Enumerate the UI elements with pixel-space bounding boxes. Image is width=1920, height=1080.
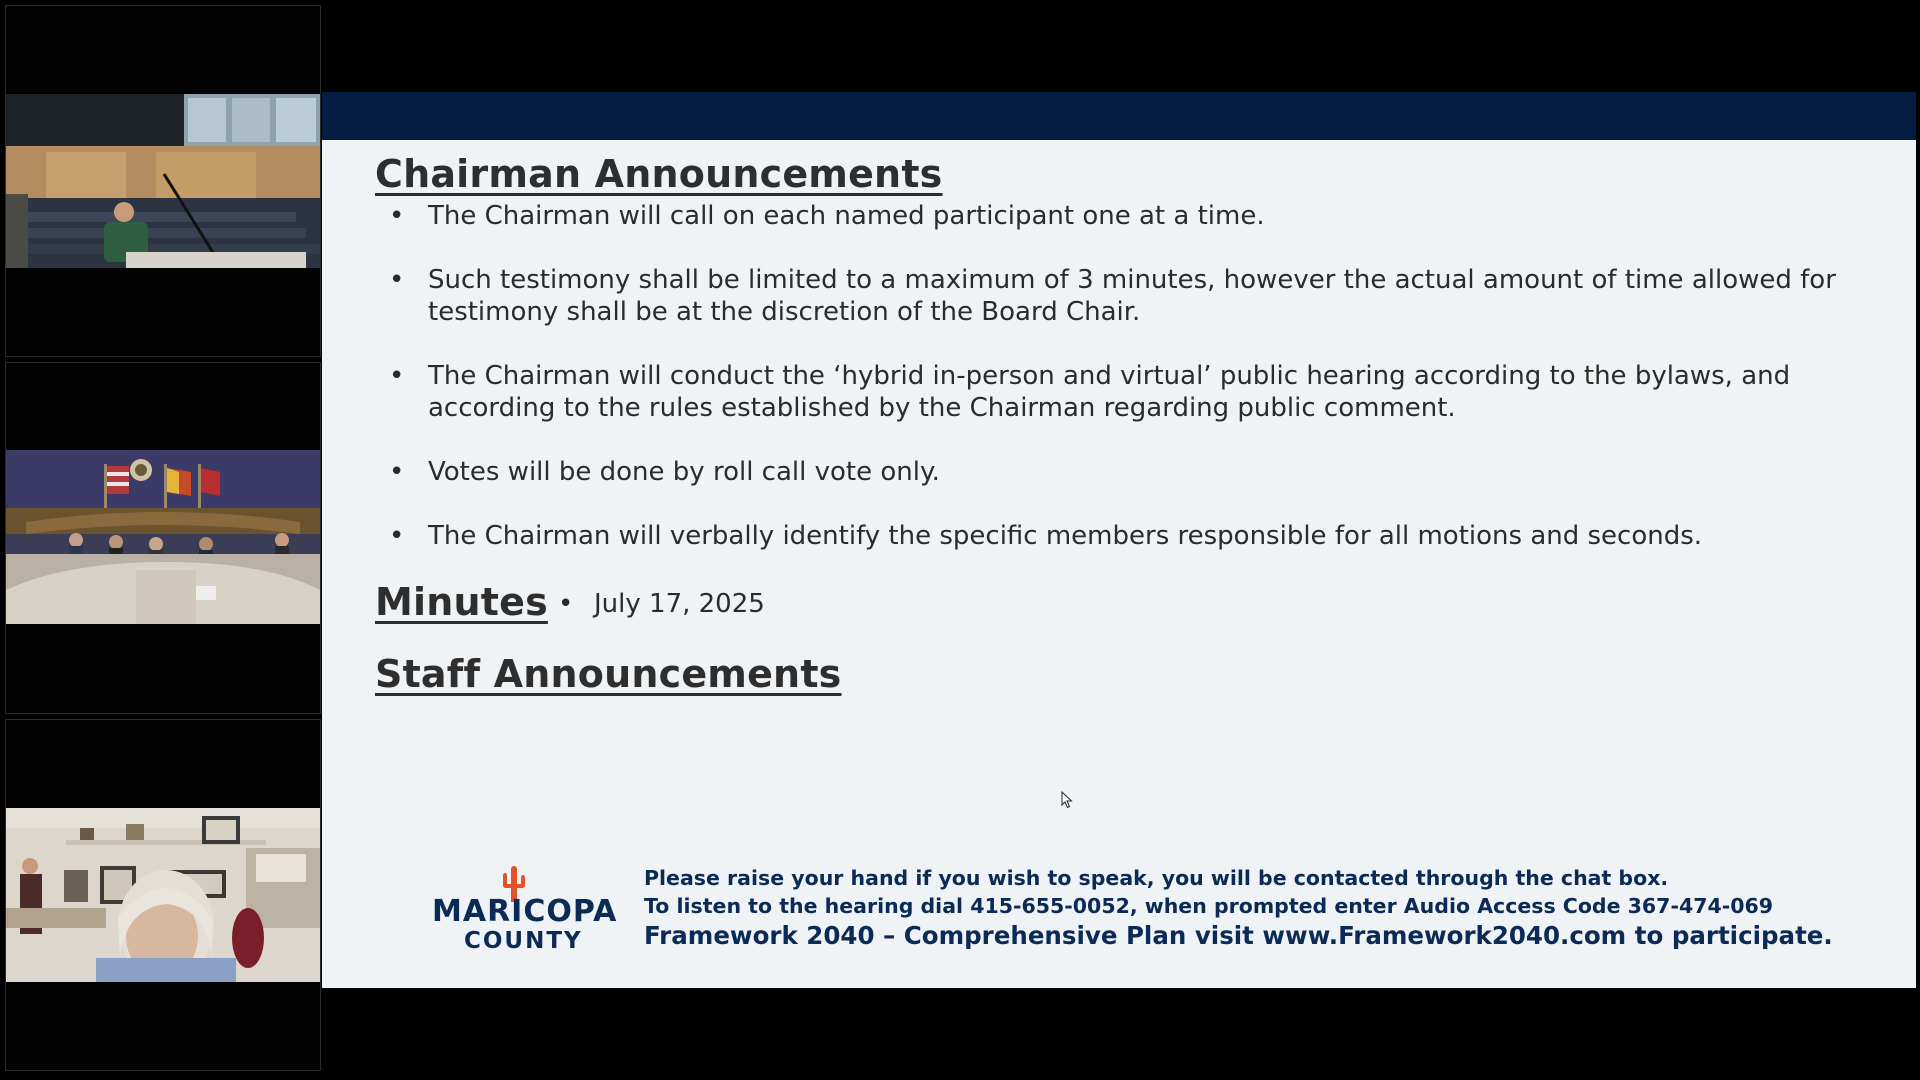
participant-video-feed-2 bbox=[6, 450, 320, 624]
chairman-announcements-title: Chairman Announcements bbox=[375, 152, 943, 196]
bullet-dot: • bbox=[389, 201, 405, 231]
announcement-bullet-1 bbox=[375, 200, 1875, 232]
bullet-dot: • bbox=[389, 457, 405, 487]
framework-participation-link-text: Framework 2040 – Comprehensive Plan visit www.Framework2040.com to participate. bbox=[644, 921, 1833, 950]
participant-video-tile-1[interactable] bbox=[5, 5, 321, 357]
bullet-dot: • bbox=[389, 361, 405, 391]
announcement-bullet-2 bbox=[375, 264, 1875, 328]
announcement-bullet-3 bbox=[375, 360, 1875, 424]
minutes-date: July 17, 2025 bbox=[594, 589, 765, 619]
announcement-text: Such testimony shall be limited to a maximum of 3 minutes, however the actual amount of time allowed for testimony shall be at the discretion of the Board Chair. bbox=[428, 265, 1836, 327]
participant-video-tile-2[interactable] bbox=[5, 362, 321, 714]
announcement-text: The Chairman will verbally identify the specific members responsible for all motions and seconds. bbox=[428, 521, 1703, 551]
announcement-text: The Chairman will conduct the ‘hybrid in-person and virtual’ public hearing according to the bylaws, and according to the rules established by the Chairman regarding public comment. bbox=[428, 361, 1791, 423]
participant-video-feed-3 bbox=[6, 808, 320, 982]
bullet-dot: • bbox=[389, 265, 405, 295]
dial-in-instruction: To listen to the hearing dial 415-655-0052, when prompted enter Audio Access Code 367-474-069 bbox=[644, 894, 1774, 918]
staff-announcements-title: Staff Announcements bbox=[375, 652, 842, 696]
announcement-bullet-5 bbox=[375, 520, 1875, 552]
participant-video-tile-3[interactable] bbox=[5, 719, 321, 1071]
minutes-title: Minutes bbox=[375, 580, 548, 624]
bullet-dot: • bbox=[558, 589, 574, 619]
participant-video-feed-1 bbox=[6, 94, 320, 268]
logo-text-county: COUNTY bbox=[464, 928, 583, 954]
logo-text-maricopa: MARICOPA bbox=[432, 894, 618, 929]
announcement-text: Votes will be done by roll call vote only. bbox=[428, 457, 940, 487]
maricopa-county-logo bbox=[432, 864, 618, 954]
mouse-pointer-icon bbox=[1061, 791, 1073, 809]
bullet-dot: • bbox=[389, 521, 405, 551]
presentation-slide bbox=[322, 92, 1916, 988]
slide-header-bar bbox=[322, 92, 1916, 140]
announcement-text: The Chairman will call on each named participant one at a time. bbox=[428, 201, 1265, 231]
raise-hand-instruction: Please raise your hand if you wish to speak, you will be contacted through the chat box. bbox=[644, 866, 1669, 890]
announcement-bullet-4 bbox=[375, 456, 1875, 488]
